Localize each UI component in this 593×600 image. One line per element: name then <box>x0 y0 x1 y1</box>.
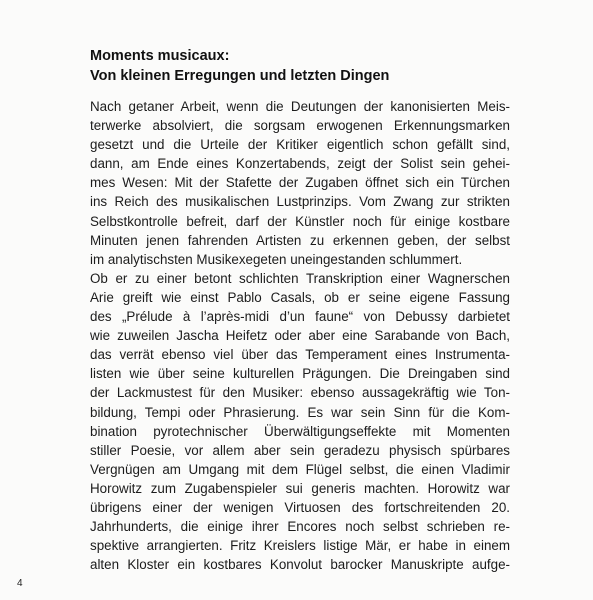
text-line: gesetzt und die Urteile der Kritiker eigentlich schon gefällt sind, <box>90 137 510 153</box>
body-paragraph <box>90 97 510 574</box>
section-heading <box>90 46 530 86</box>
text-line: listen wie über seine kulturellen Prägungen. Die Dreingaben sind <box>90 366 510 382</box>
text-line: Horowitz zum Zugabenspieler sui generis machten. Horowitz war <box>90 480 510 496</box>
text-line: Jahrhunderts, die einige ihrer Encores noch selbst schrieben re- <box>90 519 510 535</box>
text-line: ins Reich des musikalischen Lustprinzips. Vom Zwang zur strikten <box>90 194 510 210</box>
text-line: stiller Poesie, vor allem aber sein geradezu physisch spürbares <box>90 442 510 458</box>
text-line: Nach getaner Arbeit, wenn die Deutungen der kanonisierten Meis- <box>90 99 510 114</box>
text-line: terwerke absolviert, die sorgsam erwogenen Erkennungsmarken <box>90 118 510 134</box>
text-line: mes Wesen: Mit der Stafette der Zugaben öffnet sich ein Türchen <box>90 175 510 191</box>
text-line: bildung, Tempi oder Phrasierung. Es war sein Sinn für die Kom- <box>90 404 510 420</box>
text-line: das verrät ebenso viel über das Temperament eines Instrumenta- <box>90 347 510 363</box>
text-line: Minuten jenen fahrenden Artisten zu erkennen geben, der selbst <box>90 232 510 248</box>
text-line: Selbstkontrolle befreit, darf der Künstler noch für einige kostbare <box>90 213 510 229</box>
page-number: 4 <box>17 578 23 589</box>
text-line: bination pyrotechnischer Überwältigungseffekte mit Momenten <box>90 423 510 439</box>
heading-subtitle: Von kleinen Erregungen und letzten Dingen <box>90 68 390 84</box>
text-line: übrigens einer der wenigen Virtuosen des fortschreitenden 20. <box>90 499 510 515</box>
text-line: Arie greift wie einst Pablo Casals, ob er seine eigene Fassung <box>90 289 510 305</box>
text-line: Ob er zu einer betont schlichten Transkription einer Wagnerschen <box>90 270 510 286</box>
heading-title: Moments musicaux: <box>90 48 230 64</box>
text-line: dann, am Ende eines Konzertabends, zeigt der Solist sein gehei- <box>90 156 510 172</box>
text-line: Vergnügen am Umgang mit dem Flügel selbst, die einen Vladimir <box>90 461 510 477</box>
text-line: spektive arrangierten. Fritz Kreislers listige Mär, er habe in einem <box>90 538 510 554</box>
text-line: des „Prélude à l’après-midi d’un faune“ von Debussy darbietet <box>90 309 510 325</box>
text-line: alten Kloster ein kostbares Konvolut barocker Manuskripte aufge- <box>90 557 510 573</box>
text-line: der Lackmustest für den Musiker: ebenso aussagekräftig wie Ton- <box>90 385 510 401</box>
text-line: im analytischsten Musikexegeten uneingestanden schlummert. <box>90 251 463 267</box>
text-line: wie zuweilen Jascha Heifetz oder aber eine Sarabande von Bach, <box>90 328 510 344</box>
